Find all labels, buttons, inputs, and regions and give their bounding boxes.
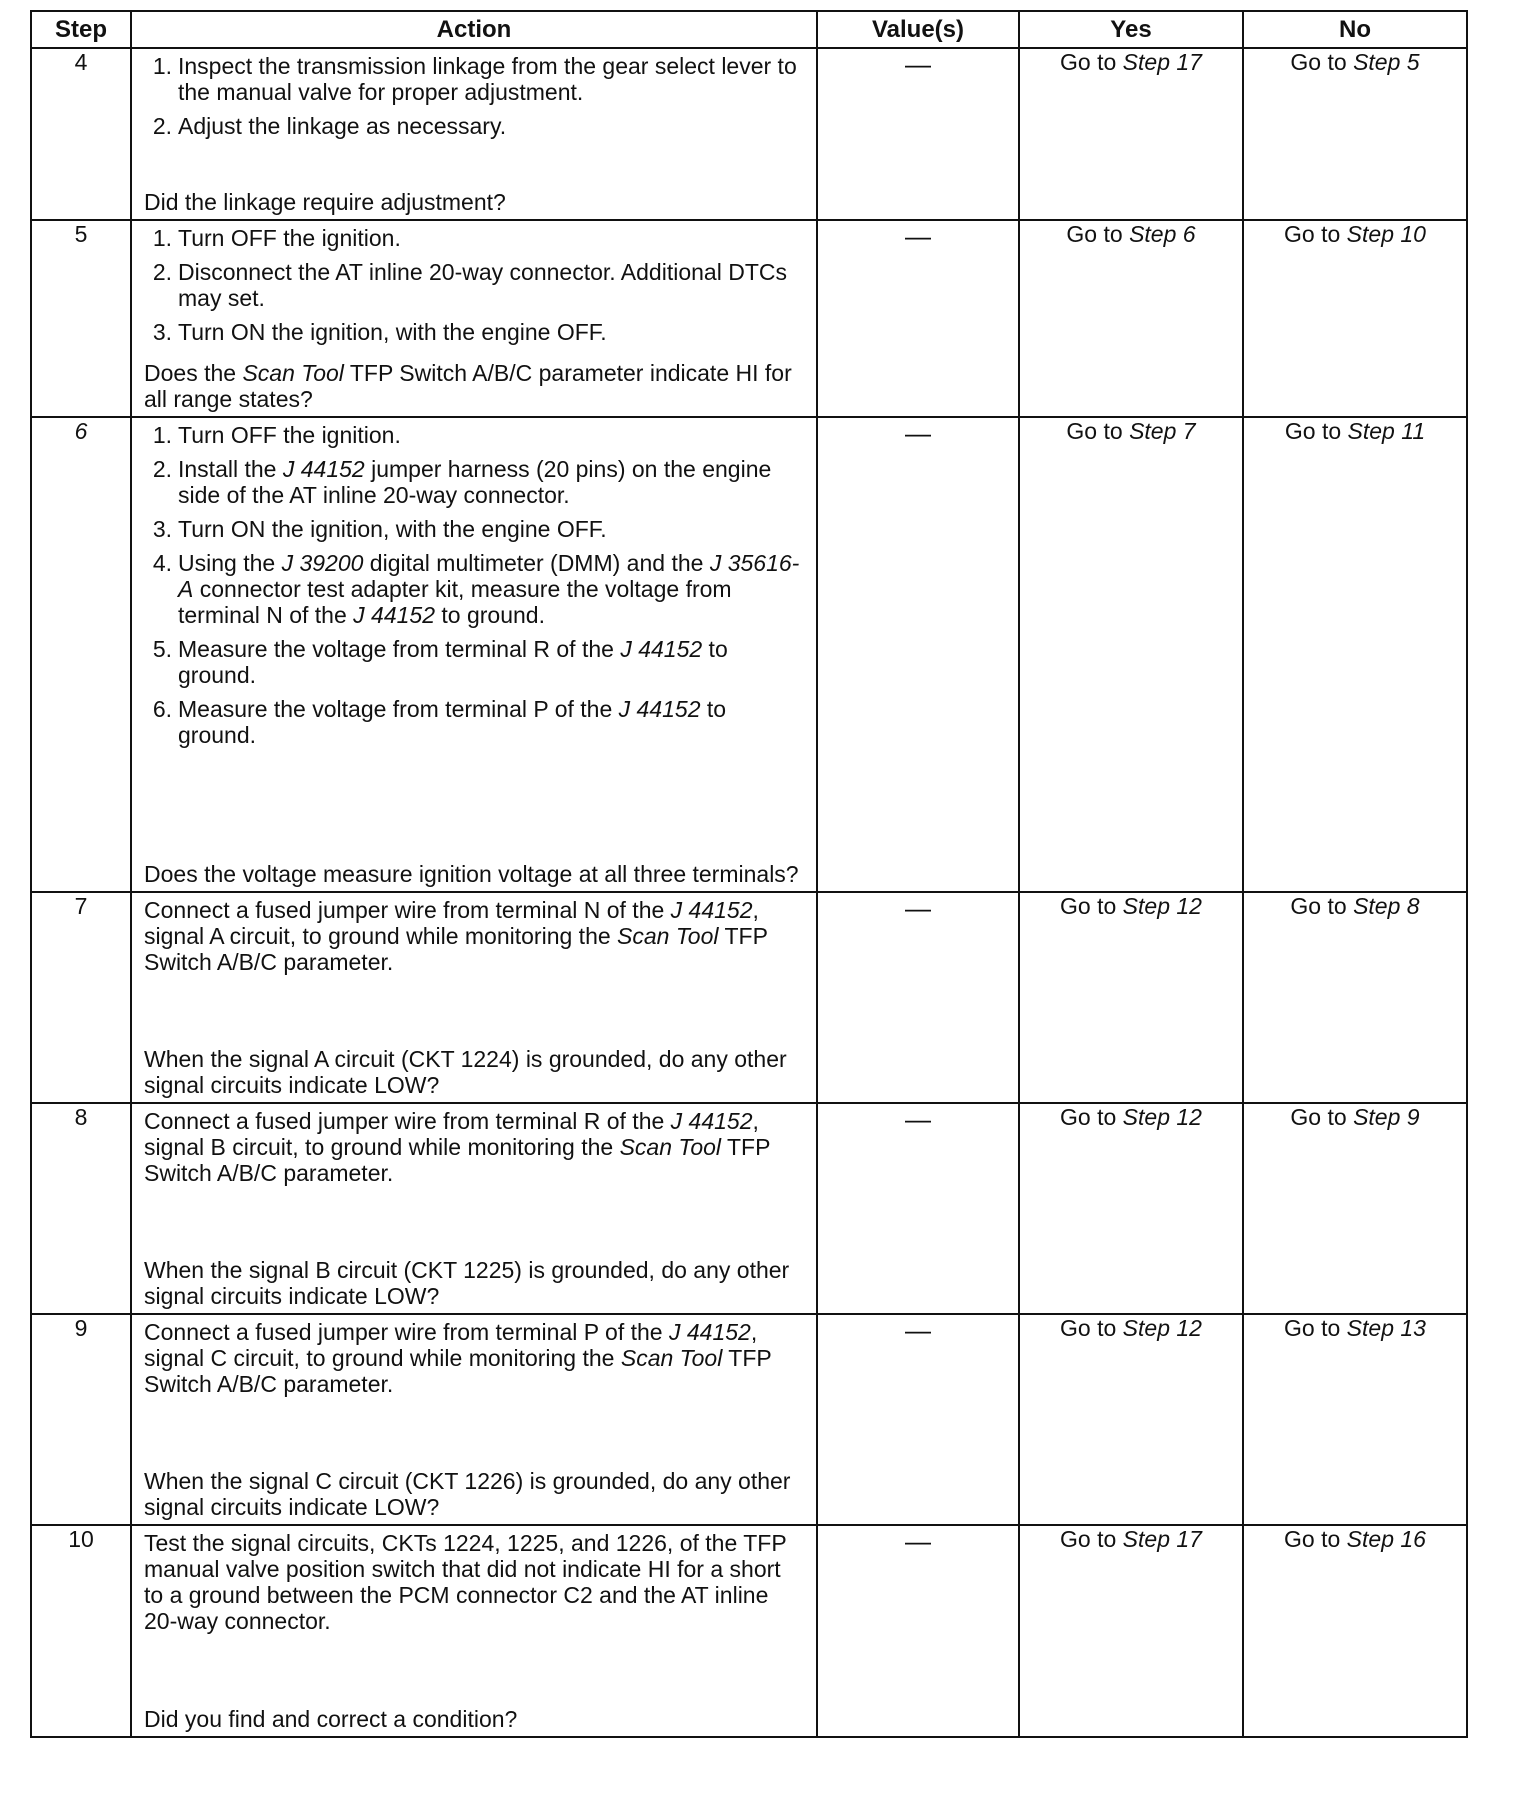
action-cell [131, 1525, 817, 1737]
goto-step: Step 7 [1129, 418, 1196, 444]
no-result [1243, 1314, 1467, 1525]
value-cell: — [817, 1103, 1019, 1314]
header-no: No [1243, 11, 1467, 48]
goto-link [1066, 418, 1195, 444]
tool-reference: Scan Tool [619, 1134, 722, 1160]
instruction-item [152, 636, 800, 688]
table-row [31, 1525, 1467, 1737]
goto-prefix: Go to [1060, 893, 1123, 919]
instruction-paragraph [144, 897, 800, 975]
goto-link [1060, 1315, 1202, 1341]
instruction-number: 1. [152, 422, 172, 448]
text-run: Install the [178, 456, 283, 482]
instruction-number: 3. [152, 516, 172, 542]
goto-step: Step 12 [1122, 1315, 1202, 1341]
yes-result [1019, 1525, 1243, 1737]
diagnostic-table [30, 10, 1468, 1738]
value-cell: — [817, 48, 1019, 220]
no-result [1243, 220, 1467, 417]
yes-result [1019, 417, 1243, 892]
text-run: Connect a fused jumper wire from terminal P of the [144, 1319, 669, 1345]
tool-reference: Scan Tool [620, 1345, 723, 1371]
instruction-number: 6. [152, 696, 172, 722]
text-run: Adjust the linkage as necessary. [178, 113, 507, 139]
goto-link [1060, 1104, 1202, 1130]
instruction-number: 2. [152, 259, 172, 285]
instruction-item [152, 259, 800, 311]
goto-step: Step 12 [1122, 893, 1202, 919]
text-run: TFP Switch A/B/C parameter. [144, 1134, 771, 1186]
goto-prefix: Go to [1284, 1526, 1347, 1552]
instruction-item [152, 319, 800, 345]
action-cell [131, 1314, 817, 1525]
step-number: 4 [31, 48, 131, 220]
goto-link [1066, 221, 1195, 247]
table-row [31, 48, 1467, 220]
yes-result [1019, 220, 1243, 417]
goto-link [1060, 49, 1202, 75]
action-cell [131, 48, 817, 220]
goto-prefix: Go to [1060, 1315, 1123, 1341]
goto-step: Step 5 [1353, 49, 1420, 75]
text-run: TFP Switch A/B/C parameter. [144, 1345, 772, 1397]
instruction-paragraph [144, 1530, 800, 1634]
goto-step: Step 13 [1346, 1315, 1426, 1341]
instruction-number: 5. [152, 636, 172, 662]
no-result [1243, 892, 1467, 1103]
action-instructions [144, 53, 800, 147]
action-question: When the signal B circuit (CKT 1225) is grounded, do any other signal circuits indicate LOW? [144, 1257, 790, 1309]
goto-link [1290, 49, 1419, 75]
instruction-list [144, 225, 800, 345]
value-cell: — [817, 892, 1019, 1103]
goto-prefix: Go to [1284, 221, 1347, 247]
action-question: When the signal A circuit (CKT 1224) is grounded, do any other signal circuits indicate LOW? [144, 1046, 787, 1098]
text-run: Measure the voltage from terminal R of the [178, 636, 621, 662]
action-content [132, 893, 816, 1102]
action-question: Did you find and correct a condition? [144, 1706, 518, 1732]
instruction-number: 2. [152, 113, 172, 139]
instruction-number: 4. [152, 550, 172, 576]
text-run: Connect a fused jumper wire from terminal R of the [144, 1108, 671, 1134]
instruction-number: 2. [152, 456, 172, 482]
text-run: Turn OFF the ignition. [178, 225, 401, 251]
action-content [132, 49, 816, 219]
goto-step: Step 16 [1346, 1526, 1426, 1552]
action-cell [131, 220, 817, 417]
goto-step: Step 9 [1353, 1104, 1420, 1130]
no-result [1243, 1525, 1467, 1737]
goto-step: Step 8 [1353, 893, 1420, 919]
goto-step: Step 17 [1122, 49, 1202, 75]
action-instructions [144, 1530, 800, 1634]
action-cell [131, 417, 817, 892]
goto-step: Step 10 [1346, 221, 1426, 247]
action-instructions [144, 225, 800, 353]
instruction-number: 3. [152, 319, 172, 345]
goto-link [1060, 893, 1202, 919]
instruction-item [152, 456, 800, 508]
goto-step: Step 11 [1347, 418, 1426, 444]
text-run: to ground. [178, 696, 727, 748]
action-content [132, 221, 816, 416]
yes-result [1019, 1314, 1243, 1525]
instruction-item [152, 516, 800, 542]
text-run: Using the [178, 550, 282, 576]
no-result [1243, 417, 1467, 892]
step-number: 9 [31, 1314, 131, 1525]
yes-result [1019, 892, 1243, 1103]
goto-prefix: Go to [1060, 1104, 1123, 1130]
goto-link [1284, 1315, 1426, 1341]
action-instructions [144, 1108, 800, 1186]
goto-step: Step 12 [1122, 1104, 1202, 1130]
instruction-item [152, 225, 800, 251]
text-run: Test the signal circuits, CKTs 1224, 1225, and 1226, of the TFP manual valve position switch that did not indicate HI for a short to a ground between the PCM connector C2 and the AT inline 20-way connector. [144, 1530, 787, 1634]
action-content [132, 418, 816, 891]
header-action: Action [131, 11, 817, 48]
step-number: 8 [31, 1103, 131, 1314]
goto-prefix: Go to [1290, 49, 1354, 75]
action-question: When the signal C circuit (CKT 1226) is grounded, do any other signal circuits indicate LOW? [144, 1468, 791, 1520]
text-run: connector test adapter kit, measure the voltage from terminal N of the [178, 576, 732, 628]
tool-reference: J 35616-A [178, 550, 800, 602]
tool-reference: J 44152 [620, 636, 703, 662]
step-number: 5 [31, 220, 131, 417]
text-run: to ground. [435, 602, 545, 628]
header-yes: Yes [1019, 11, 1243, 48]
value-cell: — [817, 1525, 1019, 1737]
instruction-paragraph [144, 1319, 800, 1397]
tool-reference: J 44152 [282, 456, 365, 482]
action-instructions [144, 422, 800, 756]
instruction-item [152, 696, 800, 748]
action-instructions [144, 897, 800, 975]
step-number: 7 [31, 892, 131, 1103]
goto-prefix: Go to [1284, 418, 1348, 444]
step-number: 10 [31, 1525, 131, 1737]
goto-link [1284, 1526, 1426, 1552]
text-run: Turn ON the ignition, with the engine OFF. [178, 319, 607, 345]
tool-reference: J 44152 [668, 1319, 751, 1345]
instruction-list [144, 53, 800, 139]
header-values: Value(s) [817, 11, 1019, 48]
header-row [31, 11, 1467, 48]
action-cell [131, 892, 817, 1103]
instruction-item [152, 422, 800, 448]
header-step: Step [31, 11, 131, 48]
goto-link [1290, 893, 1419, 919]
tool-reference: Scan Tool [617, 923, 719, 949]
text-run: Measure the voltage from terminal P of the [178, 696, 619, 722]
yes-result [1019, 48, 1243, 220]
tool-reference: Scan Tool [242, 360, 344, 386]
text-run: digital multimeter (DMM) and the [363, 550, 710, 576]
value-cell: — [817, 220, 1019, 417]
goto-prefix: Go to [1060, 1526, 1123, 1552]
table-row [31, 417, 1467, 892]
text-run: Disconnect the AT inline 20-way connector. Additional DTCs may set. [178, 259, 787, 311]
tool-reference: J 39200 [281, 550, 364, 576]
table-row [31, 220, 1467, 417]
goto-prefix: Go to [1066, 221, 1130, 247]
text-run: Turn ON the ignition, with the engine OFF. [178, 516, 607, 542]
text-run: to ground. [178, 636, 728, 688]
no-result [1243, 1103, 1467, 1314]
value-cell: — [817, 417, 1019, 892]
text-run: Does the [144, 360, 243, 386]
goto-prefix: Go to [1066, 418, 1130, 444]
instruction-number: 1. [152, 225, 172, 251]
table-row [31, 1314, 1467, 1525]
instruction-item [152, 550, 800, 628]
goto-prefix: Go to [1284, 1315, 1347, 1341]
tool-reference: J 44152 [670, 897, 753, 923]
table-row [31, 1103, 1467, 1314]
tool-reference: J 44152 [353, 602, 435, 628]
goto-step: Step 17 [1122, 1526, 1202, 1552]
text-run: , signal B circuit, to ground while monitoring the [144, 1108, 759, 1160]
text-run: TFP Switch A/B/C parameter indicate HI for all range states? [144, 360, 792, 412]
goto-link [1284, 221, 1426, 247]
action-question [144, 360, 800, 412]
goto-prefix: Go to [1290, 1104, 1354, 1130]
goto-link [1285, 418, 1425, 444]
action-instructions [144, 1319, 800, 1397]
no-result [1243, 48, 1467, 220]
yes-result [1019, 1103, 1243, 1314]
text-run: jumper harness (20 pins) on the engine side of the AT inline 20-way connector. [178, 456, 772, 508]
action-content [132, 1315, 816, 1524]
text-run: , signal C circuit, to ground while monitoring the [144, 1319, 758, 1371]
instruction-paragraph [144, 1108, 800, 1186]
action-cell [131, 1103, 817, 1314]
goto-prefix: Go to [1060, 49, 1123, 75]
instruction-list [144, 422, 800, 748]
goto-step: Step 6 [1129, 221, 1196, 247]
text-run: , signal A circuit, to ground while monitoring the [144, 897, 759, 949]
text-run: Turn OFF the ignition. [178, 422, 401, 448]
instruction-item [152, 113, 800, 139]
action-question: Did the linkage require adjustment? [144, 189, 506, 215]
tool-reference: J 44152 [670, 1108, 753, 1134]
goto-link [1290, 1104, 1419, 1130]
text-run: Inspect the transmission linkage from the gear select lever to the manual valve for proper adjustment. [178, 53, 797, 105]
goto-prefix: Go to [1290, 893, 1354, 919]
action-question: Does the voltage measure ignition voltage at all three terminals? [144, 861, 799, 887]
text-run: TFP Switch A/B/C parameter. [144, 923, 768, 975]
tool-reference: J 44152 [618, 696, 701, 722]
action-content [132, 1104, 816, 1313]
value-cell: — [817, 1314, 1019, 1525]
text-run: Connect a fused jumper wire from terminal N of the [144, 897, 671, 923]
goto-link [1060, 1526, 1202, 1552]
instruction-item [152, 53, 800, 105]
action-content [132, 1526, 816, 1736]
instruction-number: 1. [152, 53, 172, 79]
step-number: 6 [31, 417, 131, 892]
table-row [31, 892, 1467, 1103]
